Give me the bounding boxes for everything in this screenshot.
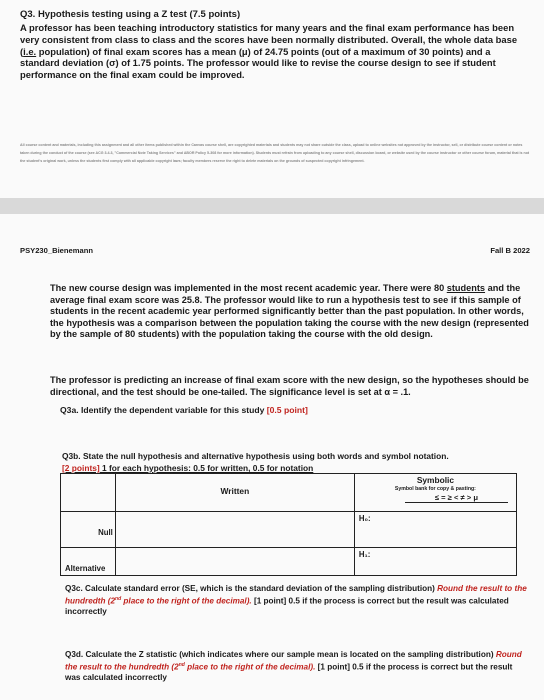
written-header: Written: [220, 486, 250, 496]
q3c-sup: nd: [115, 596, 122, 603]
symbolic-header-cell: [354, 474, 516, 512]
table-header-row: [61, 474, 517, 512]
q3b-question: Q3b. State the null hypothesis and alternative hypothesis using both words and symbol notation.: [62, 451, 449, 461]
q3-heading: Q3. Hypothesis testing using a Z test (7.5 points): [20, 9, 241, 20]
page-bottom: [0, 214, 544, 700]
symbolic-header: Symbolic: [416, 475, 455, 485]
q3c-text: Q3c. Calculate standard error (SE, which is the standard deviation of the sampling distribution): [65, 584, 438, 593]
q3d-round-b: place to the right of the decimal).: [184, 662, 316, 672]
null-label: Null: [98, 528, 113, 537]
copyright-notice: All course content and materials, including this assignment and all other items published within the Canvas course shell, are copyrighted materials and students may not share outside the class, upload to online websites not approved by the instructor, sell, or distribute course content or notes taken during the conduct of the course (see ACG 3.4.3, "Commercial Note Taking Services" and ABOR Policy 5-308 for more information). Students must refrain from uploading to any course shell, discussion board, or website used by the course instructor or other course forum, material that is not the student's original work, unless the students first comply with all applicable copyright laws; faculty members reserve the right to delete materials on the grounds of suspected copyright infringement.: [20, 143, 530, 163]
page-top: [0, 0, 544, 198]
q3d-sup: nd: [178, 662, 185, 669]
null-label-cell: [61, 512, 116, 548]
paragraph-design: [50, 283, 534, 341]
q3b-rubric: [62, 463, 313, 473]
alternative-symbol: H₁:: [358, 550, 371, 559]
alt-written-input[interactable]: [115, 548, 354, 576]
q3a-question: [60, 405, 308, 415]
q3a-points: [0.5 point]: [266, 405, 308, 415]
q3-intro-part-b: population) of final exam scores has a mean (μ) of 24.75 points (out of a maximum of 30 points) and a standard deviation (σ) of 1.75 points. The professor would like to revise the course design to see if student performance on the final exam could be improved.: [20, 45, 496, 81]
null-symbol: H₀:: [358, 514, 371, 523]
q3-intro-ie: i.e.: [23, 45, 37, 57]
q3c-points: [1 point] 0.5 if the process is correct but the result was calculated incorrectly: [65, 596, 509, 617]
null-row: [61, 512, 517, 548]
q3c-round-a: Round the result to the hundredth (2: [65, 584, 527, 606]
p1-part-b: and the average final exam score was 25.8. The professor would like to run a hypothesis test to see if this sample of students in the recent academic year performed significantly better than the past population. In other words, the hypothesis was a comparison between the population taking the course with the new design (represented by the sample of 80 students) with the population taking the course with the old design.: [50, 283, 529, 340]
q3a-text: Q3a. Identify the dependent variable for this study: [60, 405, 267, 415]
q3-intro: [20, 22, 532, 81]
symbol-bank-label: Symbol bank for copy & pasting:: [394, 486, 476, 492]
course-code: PSY230_Bienemann: [20, 246, 94, 255]
q3d-text: Q3d. Calculate the Z statistic (which indicates where our sample mean is located on the sampling distribution): [65, 650, 496, 659]
p1-students: students: [446, 283, 486, 293]
p1-part-a: The new course design was implemented in the most recent academic year. There were 80: [50, 283, 447, 293]
null-symbol-input[interactable]: [354, 512, 516, 548]
q3c-round-b: place to the right of the decimal).: [121, 596, 252, 606]
q3b-rubric-text: 1 for each hypothesis: 0.5 for written, 0.5 for notation: [99, 463, 314, 473]
alternative-row: [61, 548, 517, 576]
alternative-label: Alternative: [65, 564, 106, 573]
q3-intro-part-a: A professor has been teaching introductory statistics for many years and the final exam performance has been very consistent from class to class and the scores have been normally distributed. Overall, the whole data base (: [20, 22, 518, 57]
written-header-cell: [115, 474, 354, 512]
q3b-points: [2 points]: [62, 463, 100, 473]
alt-label-cell: [61, 548, 116, 576]
q3d-points: [1 point] 0.5 if the process is correct but the result was calculated incorrectly: [65, 662, 513, 683]
page-gap: [0, 198, 544, 214]
null-written-input[interactable]: [115, 512, 354, 548]
q3c-question: [65, 584, 527, 617]
q3d-round-a: Round the result to the hundredth (2: [65, 650, 522, 672]
alt-symbol-input[interactable]: [354, 548, 516, 576]
header-empty-cell: [61, 474, 116, 512]
paragraph-prediction: The professor is predicting an increase of final exam score with the new design, so the hypotheses should be directional, and the test should be one-tailed. The significance level is set at α = .1.: [50, 375, 529, 397]
q3d-question: [65, 650, 527, 683]
symbol-bank: ≤ = ≥ < ≠ > μ: [405, 493, 508, 503]
hypothesis-table: [60, 473, 517, 576]
term-label: Fall B 2022: [490, 246, 530, 255]
